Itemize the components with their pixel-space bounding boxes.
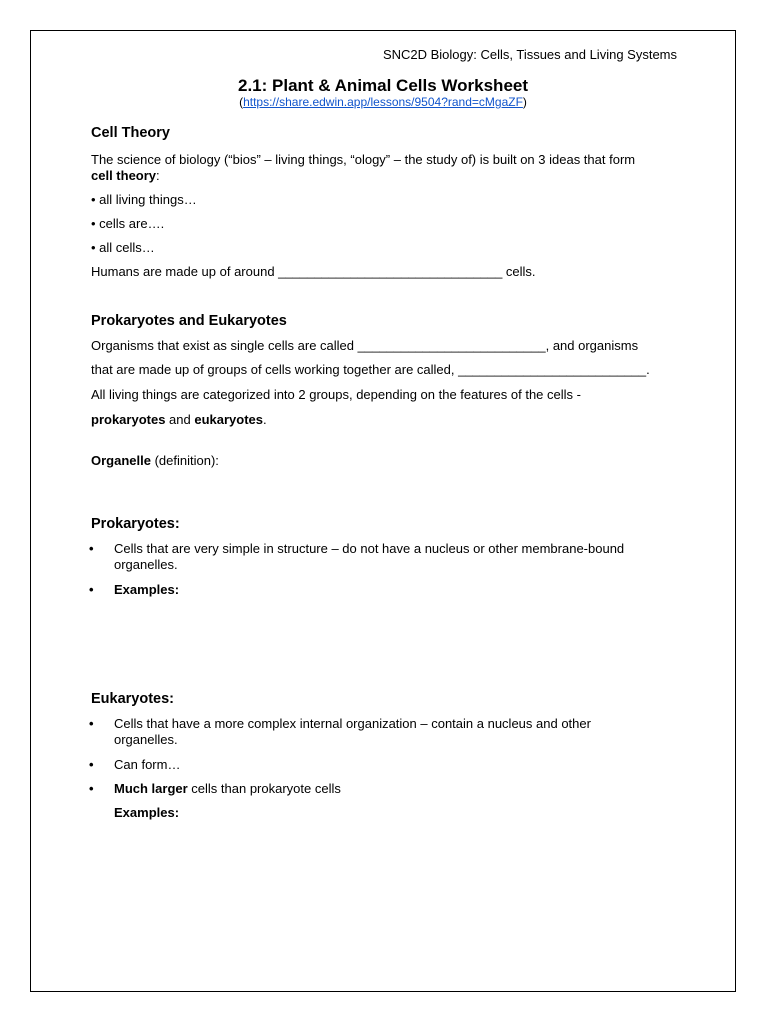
- eukaryote-examples-label: Examples:: [114, 805, 180, 820]
- eukaryote-description-line-1: Cells that have a more complex internal organization – contain a nucleus and other: [114, 716, 591, 731]
- eukaryote-description: [114, 716, 591, 748]
- prokaryotes-heading: Prokaryotes:: [91, 516, 180, 532]
- organelle-term: Organelle: [91, 453, 151, 468]
- lesson-link[interactable]: https://share.edwin.app/lessons/9504?rand=cMgaZF: [243, 95, 523, 109]
- eukaryote-size: [114, 781, 341, 797]
- categories-terms-line: [91, 412, 267, 427]
- period-text: .: [263, 412, 267, 427]
- multicellular-blank: that are made up of groups of cells working together are called, __________________________.: [91, 362, 650, 377]
- prokaryote-description-line-2: organelles.: [114, 557, 178, 572]
- pro-eu-heading: Prokaryotes and Eukaryotes: [91, 313, 287, 329]
- link-close-paren: ): [522, 95, 527, 109]
- eukaryotes-heading: Eukaryotes:: [91, 691, 175, 707]
- prokaryote-description-line-1: Cells that are very simple in structure – do not have a nucleus or other membrane-bound: [114, 541, 625, 556]
- link-open-paren: (: [239, 95, 244, 109]
- bullet-icon: •: [89, 757, 94, 772]
- cell-theory-intro: The science of biology (“bios” – living things, “ology” – the study of) is built on 3 ideas that form: [91, 152, 636, 167]
- cell-theory-idea-1: • all living things…: [91, 192, 197, 207]
- prokaryote-description: [114, 541, 624, 573]
- eukaryote-size-rest: cells than prokaryote cells: [187, 781, 341, 796]
- prokaryotes-term: prokaryotes: [91, 412, 166, 427]
- lesson-link-line: [31, 95, 735, 109]
- bullet-icon: •: [89, 716, 94, 731]
- bullet-icon: •: [89, 582, 94, 597]
- eukaryotes-term: eukaryotes: [194, 412, 263, 427]
- and-text: and: [165, 412, 195, 427]
- prokaryote-examples-label: Examples:: [114, 582, 180, 597]
- cell-theory-idea-2: • cells are….: [91, 216, 165, 231]
- organelle-definition-label: (definition):: [150, 453, 219, 468]
- eukaryote-can-form: Can form…: [114, 757, 181, 772]
- bullet-icon: •: [89, 541, 94, 556]
- course-header: SNC2D Biology: Cells, Tissues and Living Systems: [382, 47, 677, 62]
- worksheet-title: 2.1: Plant & Animal Cells Worksheet: [237, 76, 529, 95]
- single-cell-blank: Organisms that exist as single cells are called __________________________, and organisms: [91, 338, 639, 353]
- humans-cells-blank: Humans are made up of around _______________________________ cells.: [91, 264, 536, 279]
- cell-theory-term: cell theory: [91, 168, 157, 183]
- much-larger-term: Much larger: [114, 781, 188, 796]
- worksheet-page: [30, 30, 736, 992]
- eukaryote-description-line-2: organelles.: [114, 732, 178, 747]
- categories-sentence: All living things are categorized into 2 groups, depending on the features of the cells -: [91, 387, 581, 402]
- cell-theory-colon: :: [156, 168, 160, 183]
- cell-theory-term-line: [91, 168, 160, 183]
- bullet-icon: •: [89, 781, 94, 796]
- cell-theory-idea-3: • all cells…: [91, 240, 155, 255]
- cell-theory-heading: Cell Theory: [91, 125, 170, 141]
- organelle-definition: [91, 453, 219, 468]
